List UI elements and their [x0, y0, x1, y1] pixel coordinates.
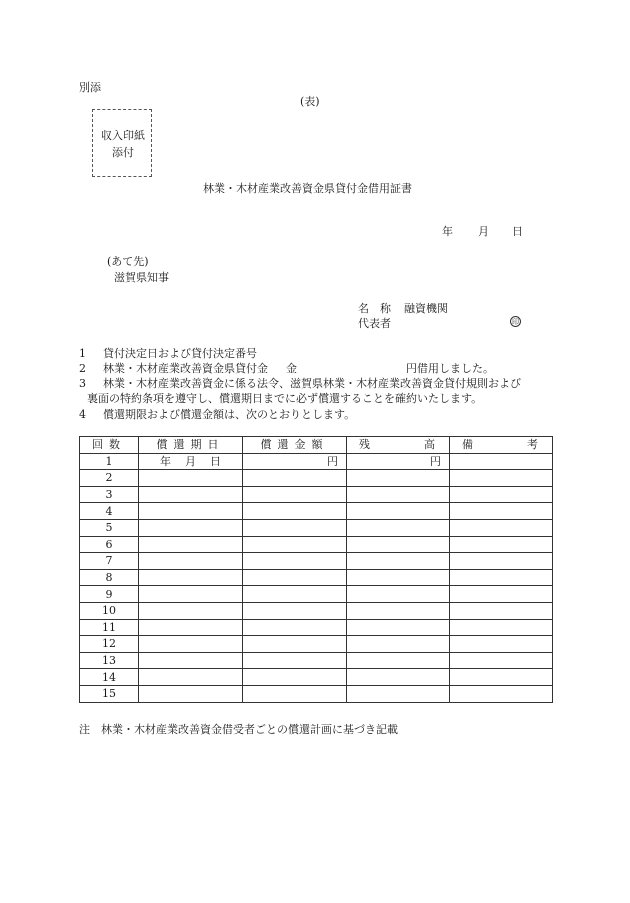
table-row [80, 586, 553, 603]
attachment-label: 別添 [79, 81, 101, 94]
table-row [80, 619, 553, 636]
recipient-prefix: (あて先) [107, 255, 149, 268]
remarks-cell [450, 486, 553, 503]
due-date-cell [139, 669, 243, 686]
header-count: 回数 [80, 437, 139, 454]
balance-cell [347, 619, 450, 636]
balance-cell [347, 536, 450, 553]
due-date-cell [139, 569, 243, 586]
header-remarks [450, 437, 553, 454]
signatory-name-value: 融資機関 [404, 302, 448, 315]
row-number: 15 [80, 685, 139, 702]
due-date-cell [139, 486, 243, 503]
balance-cell [347, 503, 450, 520]
repayment-table [79, 436, 553, 703]
date-day: 日 [512, 225, 523, 238]
header-remarks-a: 備 [462, 438, 473, 452]
remarks-cell [450, 536, 553, 553]
row-number: 8 [80, 569, 139, 586]
row-number: 2 [80, 470, 139, 487]
remarks-cell [450, 503, 553, 520]
row-number: 13 [80, 652, 139, 669]
signatory-rep-label: 代表者 [358, 317, 391, 330]
row-number: 10 [80, 602, 139, 619]
signatory-name-label: 名 称 [358, 302, 391, 315]
remarks-cell [450, 586, 553, 603]
due-month: 月 [185, 454, 196, 468]
date-year: 年 [442, 225, 453, 238]
clause-3-line-1: 林業・木材産業改善資金に係る法令、滋賀県林業・木材産業改善資金貸付規則および [103, 377, 521, 390]
remarks-cell [450, 553, 553, 570]
balance-cell [347, 470, 450, 487]
due-date-cell [139, 536, 243, 553]
table-row [80, 669, 553, 686]
amount-cell [243, 586, 347, 603]
due-date-cell [139, 619, 243, 636]
balance-cell [347, 569, 450, 586]
balance-cell [347, 602, 450, 619]
table-row [80, 503, 553, 520]
table-row [80, 470, 553, 487]
table-header-row [80, 437, 553, 454]
due-date-cell [139, 453, 243, 470]
seal-mark: 印 [512, 318, 519, 326]
due-date-cell [139, 553, 243, 570]
header-balance [347, 437, 450, 454]
stamp-label-line2: 添付 [112, 146, 134, 159]
balance-cell [347, 486, 450, 503]
due-day: 日 [210, 454, 221, 468]
header-balance-a: 残 [359, 438, 370, 452]
remarks-cell [450, 470, 553, 487]
row-number: 3 [80, 486, 139, 503]
due-date-cell [139, 503, 243, 520]
balance-cell [347, 652, 450, 669]
amount-cell [243, 619, 347, 636]
row-number: 6 [80, 536, 139, 553]
footnote: 注 林業・木材産業改善資金借受者ごとの償還計画に基づき記載 [79, 723, 398, 736]
clause-2-number: 2 [79, 362, 86, 375]
due-year: 年 [160, 454, 171, 468]
amount-cell [243, 503, 347, 520]
balance-cell [347, 553, 450, 570]
row-number: 11 [80, 619, 139, 636]
document-title: 林業・木材産業改善資金県貸付金借用証書 [203, 182, 412, 195]
clause-1-number: 1 [79, 347, 86, 360]
clause-3-number: 3 [79, 377, 86, 390]
amount-cell [243, 652, 347, 669]
clause-4-number: 4 [79, 408, 86, 421]
amount-cell [243, 685, 347, 702]
clause-2-text-b: 金 [286, 362, 297, 375]
remarks-cell [450, 636, 553, 653]
table-row [80, 685, 553, 702]
clause-2-text-c: 円借用しました。 [406, 362, 494, 375]
remarks-cell [450, 685, 553, 702]
amount-cell [243, 669, 347, 686]
stamp-label-line1: 収入印紙 [101, 129, 145, 142]
remarks-cell [450, 602, 553, 619]
table-row [80, 602, 553, 619]
row-number: 9 [80, 586, 139, 603]
clause-2-text-a: 林業・木材産業改善資金県貸付金 [103, 362, 268, 375]
amount-cell [243, 553, 347, 570]
amount-cell [243, 470, 347, 487]
balance-cell [347, 586, 450, 603]
amount-cell [243, 569, 347, 586]
table-row [80, 519, 553, 536]
row-number: 12 [80, 636, 139, 653]
balance-cell [347, 636, 450, 653]
due-date-cell [139, 602, 243, 619]
table-row [80, 553, 553, 570]
due-date-cell [139, 685, 243, 702]
balance-cell [347, 669, 450, 686]
header-due-date: 償還期日 [139, 437, 243, 454]
balance-cell: 円 [347, 453, 450, 470]
clause-3-line-2: 裏面の特約条項を遵守し、償還期日までに必ず償還することを確約いたします。 [87, 392, 483, 405]
amount-cell [243, 602, 347, 619]
row-number: 4 [80, 503, 139, 520]
table-row [80, 536, 553, 553]
balance-cell [347, 519, 450, 536]
due-date-cell [139, 519, 243, 536]
due-date-cell [139, 636, 243, 653]
row-number: 5 [80, 519, 139, 536]
remarks-cell [450, 519, 553, 536]
table-row [80, 486, 553, 503]
table-row [80, 569, 553, 586]
date-month: 月 [478, 225, 489, 238]
table-row [80, 652, 553, 669]
revenue-stamp-box [92, 109, 152, 177]
due-date-cell [139, 470, 243, 487]
remarks-cell [450, 569, 553, 586]
header-remarks-b: 考 [527, 438, 538, 452]
due-date-cell [139, 652, 243, 669]
remarks-cell [450, 652, 553, 669]
remarks-cell [450, 619, 553, 636]
table-row [80, 453, 553, 470]
row-number: 1 [80, 453, 139, 470]
remarks-cell [450, 669, 553, 686]
clause-4-text: 償還期限および償還金額は、次のとおりとします。 [103, 408, 356, 421]
amount-cell [243, 519, 347, 536]
balance-cell [347, 685, 450, 702]
row-number: 14 [80, 669, 139, 686]
amount-cell [243, 636, 347, 653]
clause-1-text: 貸付決定日および貸付決定番号 [103, 347, 257, 360]
due-date-cell [139, 586, 243, 603]
amount-cell: 円 [243, 453, 347, 470]
header-balance-b: 高 [424, 438, 435, 452]
remarks-cell [450, 453, 553, 470]
header-amount: 償還金額 [243, 437, 347, 454]
row-number: 7 [80, 553, 139, 570]
side-label: (表) [300, 95, 320, 108]
amount-cell [243, 536, 347, 553]
table-row [80, 636, 553, 653]
amount-cell [243, 486, 347, 503]
recipient-name: 滋賀県知事 [114, 271, 169, 284]
